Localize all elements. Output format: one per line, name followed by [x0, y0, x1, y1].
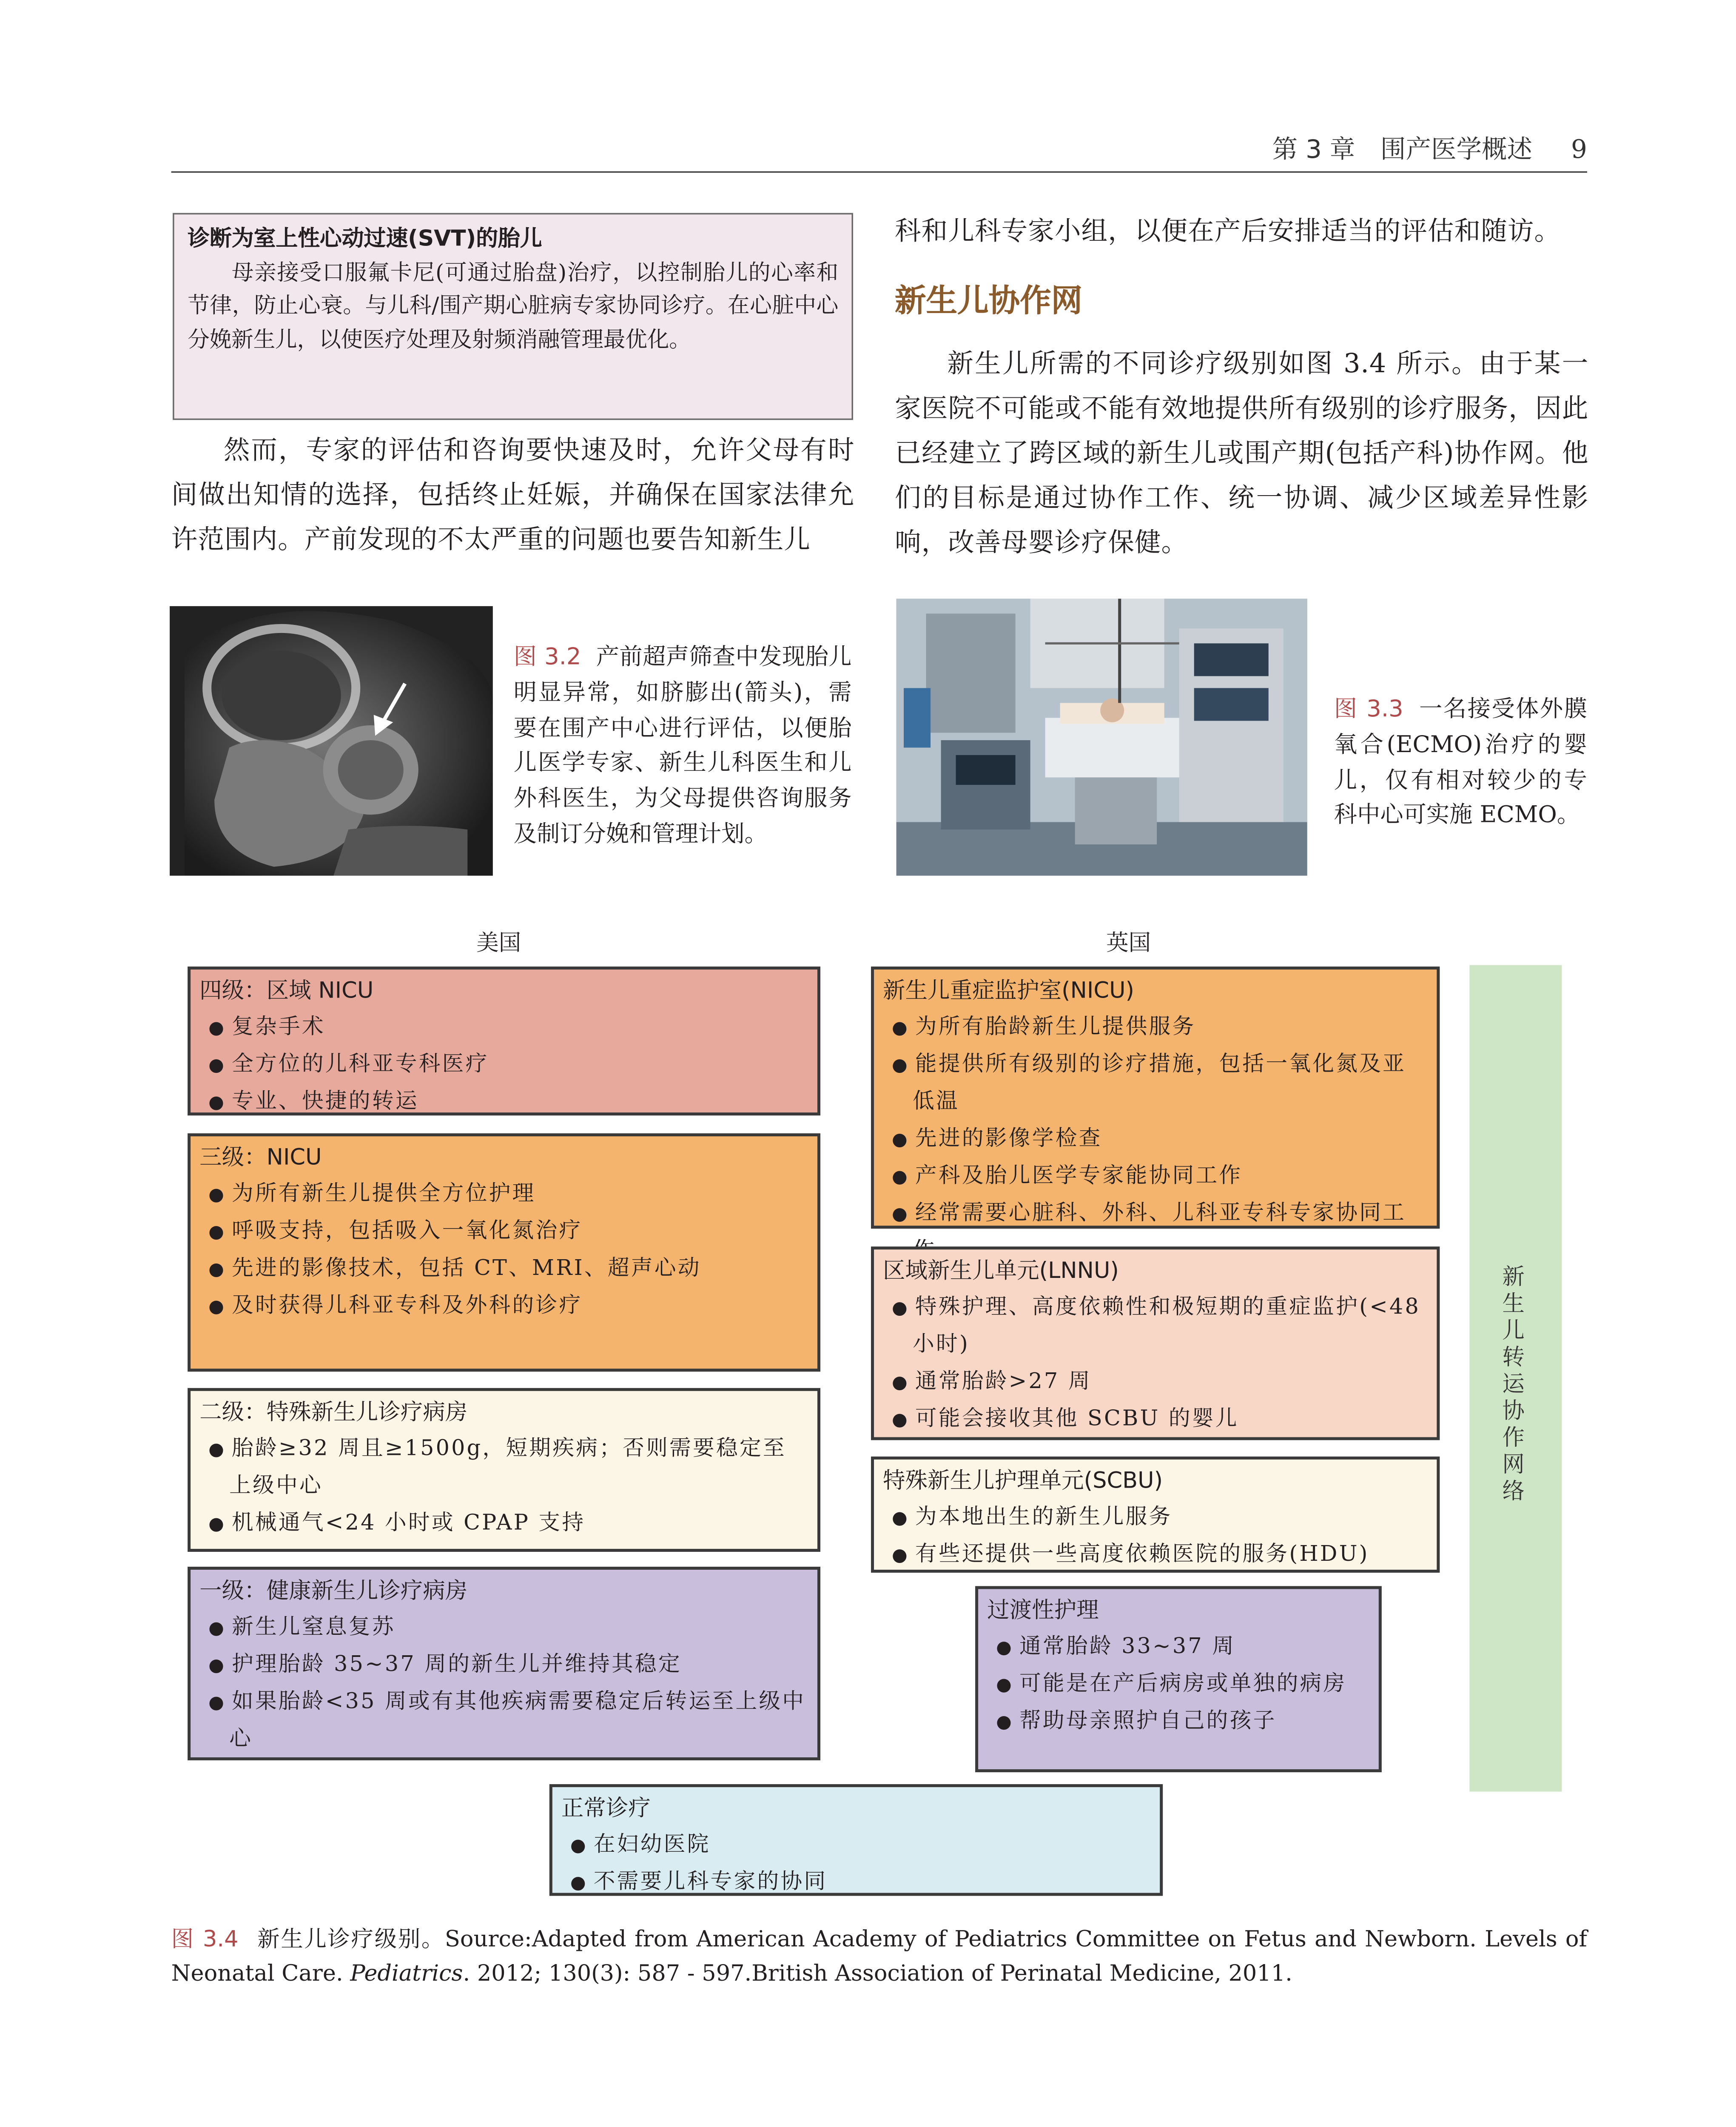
level-item: ● 不需要儿科专家的协同: [561, 1865, 1151, 1902]
svt-box-body: 母亲接受口服氟卡尼(可通过胎盘)治疗，以控制胎儿的心率和节律，防止心衰。与儿科/围产期心脏病专家协同诊疗。在心脏中心分娩新生儿，以使医疗处理及射频消融管理最优化。: [188, 259, 839, 352]
level-item: ● 及时获得儿科亚专科及外科的诊疗: [199, 1288, 808, 1326]
figure-3-4-label: 图 3.4: [171, 1925, 239, 1953]
level-item: ● 可能是在产后病房或单独的病房: [987, 1667, 1370, 1704]
right-paragraph: 新生儿所需的不同诊疗级别如图 3.4 所示。由于某一家医院不可能或不能有效地提供所有级别的诊疗服务，因此已经建立了跨区域的新生儿或围产期(包括产科)协作网。他们的目标是通过协作工作、统一协调、减少区域差异性影响，改善母婴诊疗保健。: [895, 350, 1589, 559]
level-item: ● 为本地出生的新生儿服务: [883, 1500, 1428, 1537]
level-item: ● 产科及胎儿医学专家能协同工作: [883, 1159, 1428, 1196]
uk-lnnu-box: [871, 1246, 1440, 1440]
level-item: ● 通常胎龄 33~37 周: [987, 1629, 1370, 1667]
level-title: 二级：特殊新生儿诊疗病房: [199, 1398, 468, 1426]
us-level-3-box: [188, 1133, 820, 1371]
running-title: 第 3 章 围产医学概述: [1272, 135, 1533, 165]
level-item: ● 先进的影像技术，包括 CT、MRI、超声心动: [199, 1251, 808, 1289]
level-title: 区域新生儿单元(LNNU): [883, 1257, 1119, 1284]
figure-3-2-text: 产前超声筛查中发现胎儿明显异常，如脐膨出(箭头)，需要在围产中心进行评估，以便胎儿医学专家、新生儿科医生和儿外科医生，为父母提供咨询服务及制订分娩和管理计划。: [513, 643, 852, 847]
us-level-2-box: [188, 1388, 820, 1552]
figure-3-3-caption: [1334, 693, 1587, 834]
transport-network-label: 新生儿转运协作网络: [1499, 1264, 1526, 1506]
figure-3-4-caption: [171, 1923, 1587, 1991]
level-item: ● 先进的影像学检查: [883, 1121, 1428, 1159]
level-item: ● 能提供所有级别的诊疗措施，包括一氧化氮及亚低温: [883, 1047, 1428, 1121]
level-item: ● 胎龄≥32 周且≥1500g，短期疾病；否则需要稳定至上级中心: [199, 1431, 808, 1505]
us-level-1-box: [188, 1567, 820, 1760]
figure-3-4-text-post: . 2012; 130(3): 587 - 597.British Association of Perinatal Medicine, 2011.: [463, 1960, 1292, 1987]
figure-3-4-journal: Pediatrics: [350, 1960, 463, 1987]
level-item: ● 特殊护理、高度依赖性和极短期的重症监护(<48 小时): [883, 1290, 1428, 1364]
level-item: ● 为所有新生儿提供全方位护理: [199, 1177, 808, 1214]
uk-transitional-care-box: [975, 1586, 1382, 1772]
page-number: 9: [1571, 135, 1587, 165]
level-item: ● 为所有胎龄新生儿提供服务: [883, 1010, 1428, 1047]
right-paragraph-top: 科和儿科专家小组，以便在产后安排适当的评估和随访。: [895, 217, 1561, 248]
level-item: ● 有些还提供一些高度依赖医院的服务(HDU): [883, 1537, 1428, 1574]
level-item: ● 可能会接收其他 SCBU 的婴儿: [883, 1401, 1428, 1439]
normal-care-box: [549, 1784, 1163, 1896]
left-paragraph: 然而，专家的评估和咨询要快速及时，允许父母有时间做出知情的选择，包括终止妊娠，并确保在国家法律允许范围内。产前发现的不太严重的问题也要告知新生儿: [171, 436, 855, 556]
level-title: 过渡性护理: [987, 1596, 1099, 1623]
figure-3-4-text-pre: 新生儿诊疗级别。Source:Adapted from American Academy of Pediatrics Committee on Fetus and Newborn. Levels of Neonatal Care.: [171, 1925, 1588, 1987]
level-item: ● 护理胎龄 35~37 周的新生儿并维持其稳定: [199, 1647, 808, 1685]
figure-3-3-text: 一名接受体外膜氧合(ECMO)治疗的婴儿，仅有相对较少的专科中心可实施 ECMO。: [1334, 695, 1587, 829]
level-title: 一级：健康新生儿诊疗病房: [199, 1577, 468, 1604]
level-title: 新生儿重症监护室(NICU): [883, 977, 1135, 1004]
level-title: 正常诊疗: [561, 1794, 651, 1822]
header-rule: [171, 171, 1587, 173]
running-head: [1272, 128, 1587, 165]
level-item: ● 机械通气<24 小时或 CPAP 支持: [199, 1505, 808, 1543]
level-title: 特殊新生儿护理单元(SCBU): [883, 1467, 1163, 1494]
level-item: ● 帮助母亲照护自己的孩子: [987, 1704, 1370, 1741]
us-level-4-box: [188, 967, 820, 1115]
level-title: 四级：区域 NICU: [199, 977, 374, 1004]
figure-3-2-caption: [514, 640, 852, 853]
uk-nicu-box: [871, 967, 1440, 1229]
figure-3-2-label: 图 3.2: [513, 643, 581, 670]
section-title: 新生儿协作网: [895, 283, 1083, 319]
uk-scbu-box: [871, 1457, 1440, 1573]
level-title: 三级：NICU: [199, 1143, 322, 1171]
level-item: ● 如果胎龄<35 周或有其他疾病需要稳定后转运至上级中心: [199, 1685, 808, 1759]
svt-case-box: [173, 213, 853, 420]
svt-box-title: 诊断为室上性心动过速(SVT)的胎儿: [188, 226, 542, 252]
level-item: ● 在妇幼医院: [561, 1828, 1151, 1865]
uk-column-header: 英国: [1106, 929, 1151, 956]
ultrasound-image: [170, 606, 493, 876]
level-item: ● 通常胎龄>27 周: [883, 1364, 1428, 1402]
level-item: ● 专业、快捷的转运: [199, 1084, 808, 1122]
ecmo-photo: [896, 599, 1307, 875]
level-item: ● 新生儿窒息复苏: [199, 1610, 808, 1647]
figure-3-3-label: 图 3.3: [1334, 695, 1403, 722]
level-item: ● 呼吸支持，包括吸入一氧化氮治疗: [199, 1214, 808, 1251]
level-item: ● 全方位的儿科亚专科医疗: [199, 1047, 808, 1084]
level-item: ● 经常需要心脏科、外科、儿科亚专科专家协同工: [883, 1196, 1428, 1270]
level-item: ● 复杂手术: [199, 1010, 808, 1047]
us-column-header: 美国: [476, 929, 521, 956]
